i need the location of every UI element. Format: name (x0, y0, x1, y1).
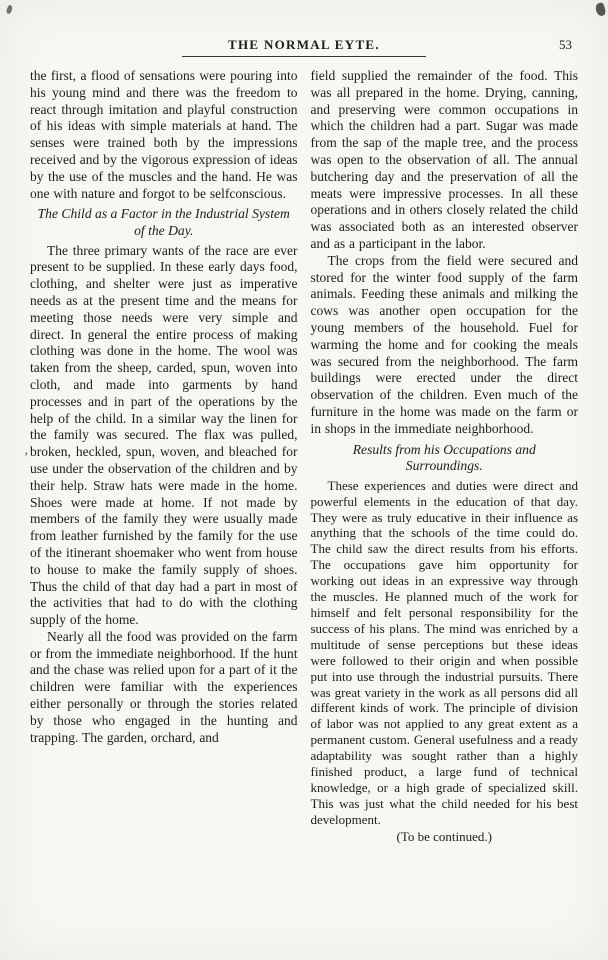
continued-paragraph: field supplied the remainder of the food. This was all prepared in the home. Drying, canning, and preserving were common occupations in which the children had a part. Sugar was made from the sap of the maple tree, and the process was open to the observation of all. The annual butchering day and the preservation of all the meats were impressive processes. In all these operations and in others closely related the child was associated both as an interested observer and as a participant in the labor. (310, 68, 578, 251)
to-be-continued: (To be continued.) (396, 828, 492, 844)
paragraph: These experiences and duties were direct and powerful elements in the education of that day. They were as truly educative in their influence as anything that the schools of the time could do. The child saw the direct results from his efforts. The occupations gave him opportunity for working out ideas in an expressive way through the muscles. He planned much of the work for himself and felt personal responsibility for the success of his plans. The mind was enriched by a multitude of sense perceptions but these ideas were followed to their origin and when possible put into use through the industrial pursuits. There was great variety in the work as all persons did all different kinds of work. The principle of division of labor was not applied to any great extent as a permanent custom. General usefulness and a ready adaptability was sought rather than a highly finished product, a large fund of technical knowledge, or a high grade of specialized skill. This was just what the child needed for his best development. (310, 477, 578, 827)
journal-title: THE NORMAL EYTE. (182, 37, 426, 57)
left-column (30, 68, 298, 845)
right-column (311, 68, 579, 845)
paragraph: The crops from the field were secured and stored for the winter food supply of the farm animals. Feeding these animals and milking the cows was another open occupation for the young members of the household. Fuel for warming the home and for cooking the meals was secured from the neighborhood. The farm buildings were erected under the direct observation of the children. Even much of the furniture in the home was made on the farm or in shops in the immediate neighborhood. (310, 252, 578, 436)
paragraph: Nearly all the food was provided on the farm or from the immediate neighborhood. If the hunt and the chase was relied upon for a part of it the children were familiar with the experiences either personally or through the stories related by those who engaged in the hunting and trapping. The garden, orchard, and (30, 628, 298, 745)
section-heading-industrial-system: The Child as a Factor in the Industrial System of the Day. (37, 206, 290, 238)
journal-title-wrap (0, 36, 608, 57)
page-number: 53 (559, 37, 572, 52)
page-body (0, 68, 608, 845)
continued-paragraph: the first, a flood of sensations were pouring into his young mind and there was the freedom to react through imitation and playful construction of his ideas with simple materials at hand. The senses were trained both by the impressions received and by the vigorous expression of ideas by the use of the muscles and the hand. He was one with nature and forgot to be selfconscious. (30, 68, 298, 201)
section-heading-results-occupations: Results from his Occupations and Surroundings. (352, 441, 536, 474)
paragraph: The three primary wants of the race are ever present to be supplied. In these early days food, clothing, and shelter were just as imperative needs as at the present time and the means for meeting those needs were very simple and direct. In general the entire process of making clothing was done in the home. The wool was taken from the sheep, carded, spun, woven into cloth, and made into garments by hand processes and in part of the operations by the help of the child. In a similar way the linen for the family was secured. The flax was pulled, broken, heckled, spun, woven, and bleached for use under the observation of the children and by their help. Straw hats were made in the home. Shoes were made at home. If not made by members of the family they were usually made from leather furnished by the family for the use of the itinerant shoemaker who went from house to house to make the family supply of shoes. Thus the child of that day had a part in most of the activities that had to do with the clothing supply of the home. (30, 242, 298, 628)
margin-mark: ’ (24, 449, 29, 464)
page-header (0, 0, 608, 57)
